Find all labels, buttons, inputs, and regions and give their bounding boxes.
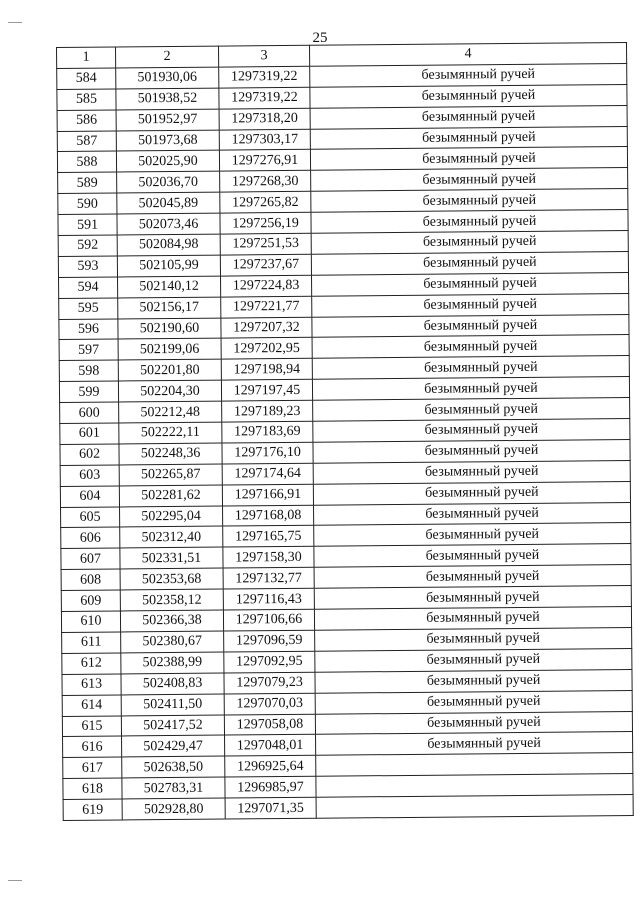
cell-coordinate-x: 502248,36 xyxy=(119,443,222,465)
cell-row-number: 590 xyxy=(58,193,117,214)
cell-description xyxy=(312,293,629,317)
cell-description xyxy=(312,377,629,401)
description-text: безымянный ручей xyxy=(427,735,541,752)
cell-coordinate-x: 502388,99 xyxy=(121,652,224,674)
column-header-4: 4 xyxy=(309,43,626,67)
cell-row-number: 607 xyxy=(61,548,120,569)
cell-coordinate-x: 502783,31 xyxy=(122,777,225,799)
cell-description xyxy=(316,795,633,819)
cell-coordinate-x: 501938,52 xyxy=(116,88,219,110)
description-text: безымянный ручей xyxy=(421,129,536,146)
cell-description xyxy=(315,711,632,735)
scan-mark xyxy=(8,880,22,881)
cell-description xyxy=(316,753,633,777)
cell-coordinate-x: 502045,89 xyxy=(117,192,220,214)
description-text: безымянный ручей xyxy=(427,714,541,731)
cell-description xyxy=(316,774,633,798)
description-text: безымянный ручей xyxy=(424,443,539,460)
cell-coordinate-y: 1297176,10 xyxy=(222,442,313,464)
cell-coordinate-y: 1297224,83 xyxy=(221,275,312,297)
cell-coordinate-y: 1297189,23 xyxy=(222,400,313,422)
cell-coordinate-x: 502331,51 xyxy=(120,547,223,569)
cell-description xyxy=(314,586,631,610)
cell-coordinate-x: 502036,70 xyxy=(117,171,220,193)
cell-coordinate-x: 502190,60 xyxy=(118,318,221,340)
cell-description xyxy=(311,168,628,192)
cell-coordinate-x: 502312,40 xyxy=(120,527,223,549)
description-text: безымянный ручей xyxy=(421,88,536,105)
cell-coordinate-x: 501952,97 xyxy=(116,109,219,131)
cell-row-number: 610 xyxy=(61,611,120,632)
cell-coordinate-x: 502156,17 xyxy=(118,297,221,319)
cell-coordinate-y: 1297256,19 xyxy=(220,212,311,234)
cell-description xyxy=(310,126,627,150)
description-text: безымянный ручей xyxy=(426,672,541,689)
cell-coordinate-x: 502265,87 xyxy=(119,464,222,486)
cell-row-number: 584 xyxy=(57,68,116,89)
cell-coordinate-x: 502222,11 xyxy=(119,422,222,444)
cell-description xyxy=(310,105,627,129)
description-text: безымянный ручей xyxy=(423,317,538,334)
cell-coordinate-y: 1297168,08 xyxy=(223,505,314,527)
cell-coordinate-x: 502084,98 xyxy=(117,234,220,256)
cell-coordinate-y: 1297158,30 xyxy=(223,547,314,569)
cell-coordinate-x: 502201,80 xyxy=(118,359,221,381)
cell-description xyxy=(313,439,630,463)
cell-coordinate-y: 1297183,69 xyxy=(222,421,313,443)
cell-description xyxy=(313,419,630,443)
cell-coordinate-y: 1297092,95 xyxy=(224,651,315,673)
cell-coordinate-y: 1297197,45 xyxy=(221,380,312,402)
cell-coordinate-y: 1297319,22 xyxy=(219,66,310,88)
description-text: безымянный ручей xyxy=(422,192,537,209)
cell-coordinate-y: 1297116,43 xyxy=(223,588,314,610)
description-text: безымянный ручей xyxy=(423,338,538,355)
cell-description xyxy=(314,607,631,631)
description-text: безымянный ручей xyxy=(425,484,539,501)
cell-description xyxy=(310,63,627,87)
cell-description xyxy=(313,398,630,422)
description-text: безымянный ручей xyxy=(421,108,536,125)
cell-row-number: 589 xyxy=(58,172,117,193)
cell-coordinate-y: 1297165,75 xyxy=(223,526,314,548)
cell-row-number: 608 xyxy=(61,569,120,590)
cell-row-number: 592 xyxy=(58,235,117,256)
column-header-2: 2 xyxy=(116,46,219,68)
cell-description xyxy=(315,648,632,672)
cell-row-number: 606 xyxy=(61,527,120,548)
cell-coordinate-y: 1297207,32 xyxy=(221,317,312,339)
cell-coordinate-x: 502429,47 xyxy=(122,735,225,757)
cell-coordinate-y: 1297174,64 xyxy=(222,463,313,485)
cell-description xyxy=(315,669,632,693)
cell-coordinate-x: 502417,52 xyxy=(121,715,224,737)
cell-coordinate-y: 1297318,20 xyxy=(219,108,310,130)
cell-description xyxy=(314,523,631,547)
cell-row-number: 617 xyxy=(63,757,122,778)
scan-mark xyxy=(8,22,22,23)
description-text: безымянный ручей xyxy=(425,589,540,606)
cell-coordinate-y: 1297070,03 xyxy=(224,693,315,715)
coordinates-table xyxy=(56,42,634,821)
table-row xyxy=(63,795,633,821)
cell-description xyxy=(311,189,628,213)
cell-coordinate-x: 502105,99 xyxy=(117,255,220,277)
description-text: безымянный ручей xyxy=(426,693,541,710)
cell-description xyxy=(314,544,631,568)
cell-coordinate-y: 1297251,53 xyxy=(220,233,311,255)
cell-row-number: 616 xyxy=(63,736,122,757)
description-text: безымянный ручей xyxy=(423,296,538,313)
description-text: безымянный ручей xyxy=(424,401,538,418)
cell-description xyxy=(314,502,631,526)
description-text: безымянный ручей xyxy=(424,422,539,439)
cell-description xyxy=(315,627,632,651)
description-text: безымянный ручей xyxy=(426,652,541,669)
description-text: безымянный ручей xyxy=(422,234,537,251)
cell-description xyxy=(312,272,629,296)
description-text: безымянный ручей xyxy=(425,547,540,564)
cell-coordinate-x: 502353,68 xyxy=(120,568,223,590)
cell-coordinate-y: 1297276,91 xyxy=(219,150,310,172)
cell-coordinate-x: 502380,67 xyxy=(121,631,224,653)
cell-coordinate-x: 501973,68 xyxy=(116,130,219,152)
cell-row-number: 603 xyxy=(60,465,119,486)
description-text: безымянный ручей xyxy=(425,568,540,585)
cell-description xyxy=(313,481,630,505)
cell-coordinate-y: 1297265,82 xyxy=(220,192,311,214)
cell-row-number: 594 xyxy=(59,277,118,298)
cell-row-number: 619 xyxy=(63,799,122,820)
description-text: безымянный ручей xyxy=(425,526,540,543)
cell-coordinate-y: 1297202,95 xyxy=(221,338,312,360)
cell-coordinate-x: 502199,06 xyxy=(118,339,221,361)
cell-row-number: 598 xyxy=(59,360,118,381)
cell-coordinate-y: 1297058,08 xyxy=(224,714,315,736)
cell-coordinate-y: 1297237,67 xyxy=(220,254,311,276)
description-text: безымянный ручей xyxy=(422,213,537,230)
description-text: безымянный ручей xyxy=(426,610,540,627)
cell-description xyxy=(315,690,632,714)
cell-description xyxy=(314,565,631,589)
cell-coordinate-x: 502212,48 xyxy=(119,401,222,423)
cell-coordinate-x: 502025,90 xyxy=(116,151,219,173)
cell-row-number: 613 xyxy=(62,674,121,695)
cell-row-number: 615 xyxy=(62,715,121,736)
cell-coordinate-y: 1297198,94 xyxy=(221,359,312,381)
cell-description xyxy=(316,732,633,756)
cell-row-number: 601 xyxy=(60,423,119,444)
cell-coordinate-y: 1297048,01 xyxy=(225,735,316,757)
cell-row-number: 595 xyxy=(59,298,118,319)
cell-description xyxy=(311,251,628,275)
cell-row-number: 587 xyxy=(57,131,116,152)
description-text: безымянный ручей xyxy=(422,171,536,188)
cell-description xyxy=(312,314,629,338)
cell-coordinate-y: 1297319,22 xyxy=(219,87,310,109)
cell-description xyxy=(313,460,630,484)
cell-row-number: 602 xyxy=(60,444,119,465)
cell-coordinate-y: 1296985,97 xyxy=(225,776,316,798)
column-header-3: 3 xyxy=(218,45,309,67)
cell-row-number: 600 xyxy=(60,402,119,423)
cell-row-number: 597 xyxy=(59,339,118,360)
cell-coordinate-x: 502140,12 xyxy=(118,276,221,298)
cell-coordinate-y: 1297221,77 xyxy=(221,296,312,318)
description-text: безымянный ручей xyxy=(423,276,537,293)
cell-coordinate-x: 502366,38 xyxy=(120,610,223,632)
cell-coordinate-x: 502358,12 xyxy=(120,589,223,611)
cell-coordinate-x: 502408,83 xyxy=(121,673,224,695)
cell-row-number: 604 xyxy=(60,486,119,507)
description-text: безымянный ручей xyxy=(422,150,536,167)
cell-coordinate-x: 502295,04 xyxy=(120,506,223,528)
cell-description xyxy=(312,356,629,380)
cell-row-number: 618 xyxy=(63,778,122,799)
cell-row-number: 614 xyxy=(62,695,121,716)
description-text: безымянный ручей xyxy=(423,359,538,376)
cell-row-number: 596 xyxy=(59,319,118,340)
page-number: 25 xyxy=(312,30,328,46)
cell-row-number: 599 xyxy=(59,381,118,402)
cell-coordinate-x: 502411,50 xyxy=(121,694,224,716)
cell-coordinate-y: 1297071,35 xyxy=(225,797,316,819)
cell-description xyxy=(311,210,628,234)
description-text: безымянный ручей xyxy=(424,464,539,481)
cell-coordinate-x: 502073,46 xyxy=(117,213,220,235)
column-header-1: 1 xyxy=(57,47,116,68)
cell-description xyxy=(312,335,629,359)
cell-coordinate-y: 1297132,77 xyxy=(223,568,314,590)
cell-row-number: 586 xyxy=(57,110,116,131)
cell-coordinate-y: 1297268,30 xyxy=(220,171,311,193)
cell-row-number: 593 xyxy=(58,256,117,277)
cell-coordinate-y: 1297106,66 xyxy=(223,609,314,631)
cell-coordinate-y: 1297166,91 xyxy=(222,484,313,506)
cell-coordinate-x: 501930,06 xyxy=(116,67,219,89)
cell-description xyxy=(310,84,627,108)
description-text: безымянный ручей xyxy=(421,67,536,84)
cell-row-number: 591 xyxy=(58,214,117,235)
cell-coordinate-y: 1297303,17 xyxy=(219,129,310,151)
cell-row-number: 588 xyxy=(57,151,116,172)
cell-row-number: 609 xyxy=(61,590,120,611)
cell-coordinate-y: 1297079,23 xyxy=(224,672,315,694)
cell-description xyxy=(311,231,628,255)
description-text: безымянный ручей xyxy=(425,505,539,522)
cell-coordinate-x: 502204,30 xyxy=(118,380,221,402)
description-text: безымянный ручей xyxy=(426,631,540,648)
description-text: безымянный ручей xyxy=(424,380,538,397)
cell-description xyxy=(310,147,627,171)
description-text: безымянный ручей xyxy=(423,255,537,272)
cell-coordinate-x: 502928,80 xyxy=(122,798,225,820)
cell-row-number: 585 xyxy=(57,89,116,110)
cell-row-number: 605 xyxy=(61,507,120,528)
cell-coordinate-y: 1296925,64 xyxy=(225,756,316,778)
cell-coordinate-x: 502281,62 xyxy=(119,485,222,507)
cell-row-number: 612 xyxy=(62,653,121,674)
cell-coordinate-y: 1297096,59 xyxy=(224,630,315,652)
cell-coordinate-x: 502638,50 xyxy=(122,756,225,778)
cell-row-number: 611 xyxy=(62,632,121,653)
